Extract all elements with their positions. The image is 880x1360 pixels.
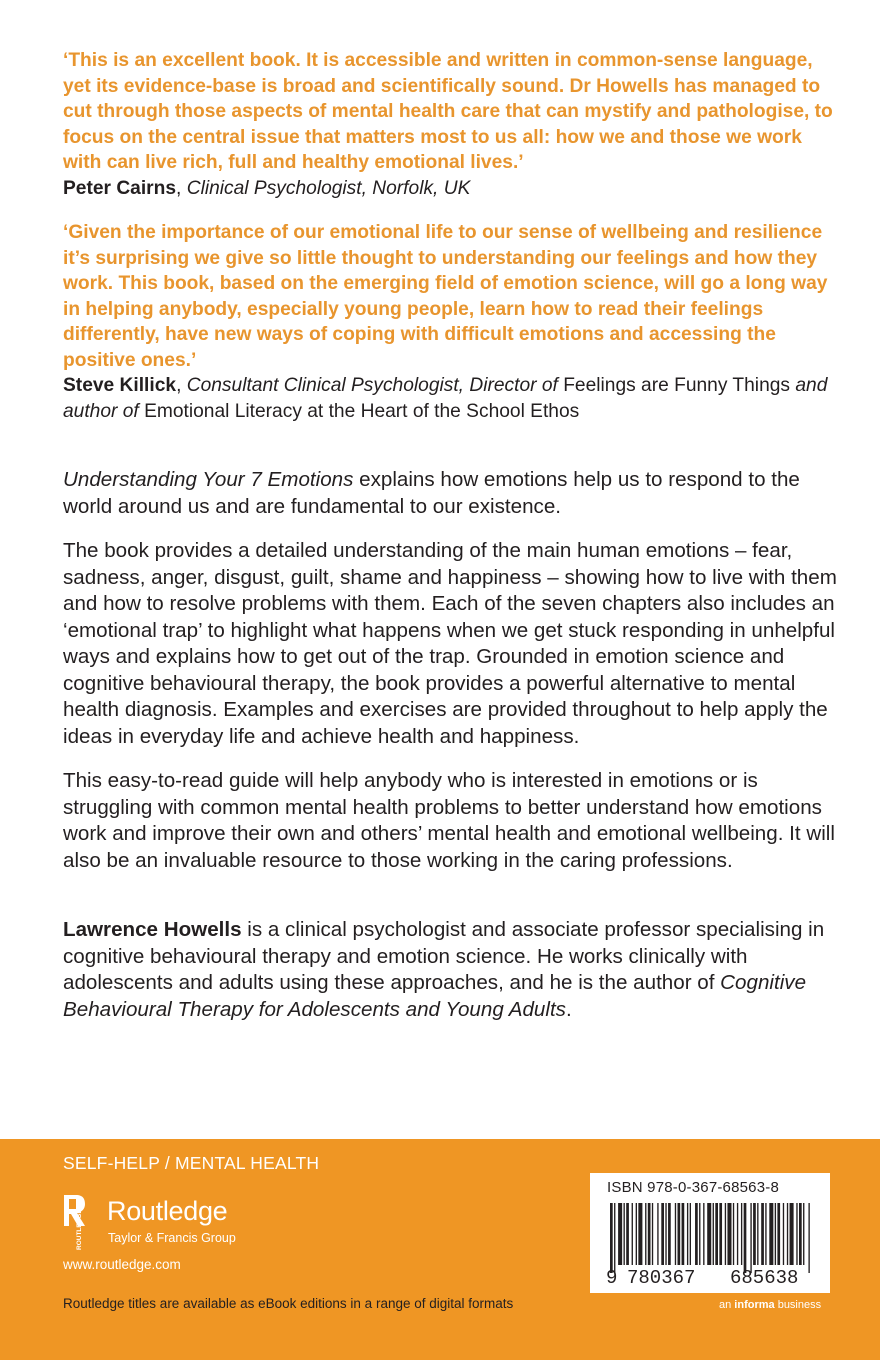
barcode-bar — [715, 1203, 718, 1265]
barcode-graphic — [590, 1173, 830, 1293]
barcode-bar — [719, 1203, 722, 1265]
description-paragraph: The book provides a detailed understanding of the main human emotions – fear, sadness, anger, disgust, guilt, shame and happiness – showing how to live with them and how to resolve problems with them. Each of the seven chapters also includes an ‘emotional trap’ to highlight what happens when we get stuck responding in unhelpful ways and explains how to get out of the trap. Grounded in emotion science and cognitive behavioural therapy, the book provides a powerful alternative to mental health diagnosis. Examples and exercises are provided throughout to help apply the ideas in everyday life and achieve health and happiness. — [63, 539, 837, 748]
publisher-group: Taylor & Francis Group — [108, 1231, 236, 1245]
endorsement-1 — [63, 48, 843, 201]
barcode-bar — [775, 1203, 776, 1265]
barcode-bar — [661, 1203, 664, 1265]
description-paragraph: This easy-to-read guide will help anybody who is interested in emotions or is struggling with common mental health problems to better understand how emotions work and improve their own and others’ mental health and emotional wellbeing. It will also be an invaluable resource to those working in the caring professions. — [63, 769, 835, 872]
endorsement-attribution: Peter Cairns, Clinical Psychologist, Norfolk, UK — [63, 177, 471, 199]
barcode-bar — [753, 1203, 756, 1265]
barcode-bar — [665, 1203, 666, 1265]
book-title: Understanding Your 7 Emotions — [63, 468, 354, 491]
informa-text: an — [719, 1299, 735, 1311]
barcode-bar — [783, 1203, 784, 1265]
barcode-bar — [614, 1203, 615, 1273]
isbn-number: ISBN 978-0-367-68563-8 — [607, 1179, 780, 1196]
barcode-bar — [769, 1203, 773, 1265]
barcode-digit: 685638 — [730, 1267, 799, 1289]
endorsement-quote: ‘This is an excellent book. It is accessible and written in common-sense language, yet its evidence-base is broad and scientifically sound. Dr Howells has managed to cut through those aspects of mental health care that can mystify and pathologise, to focus on the central issue that matters most to us all: how we and those we work with can live rich, full and healthy emotional lives.’ — [63, 50, 833, 173]
endorsement-2 — [63, 220, 843, 424]
endorser-work: Emotional Literacy at the Heart of the School Ethos — [144, 400, 580, 422]
endorser-name: Steve Killick — [63, 375, 177, 396]
informa-brand: informa — [734, 1299, 775, 1311]
barcode-bar — [790, 1203, 794, 1265]
barcode-bar — [725, 1203, 726, 1265]
barcode-bar — [626, 1203, 629, 1265]
author-bio-end: . — [565, 997, 572, 1021]
barcode-bar — [645, 1203, 646, 1265]
barcode-bar — [741, 1203, 742, 1265]
author-book-title: Cognitive Behavioural Therapy for Adolescents and Young Adults — [63, 971, 807, 1021]
author-name: Lawrence Howells — [63, 918, 242, 941]
barcode-bar — [808, 1203, 809, 1273]
barcode-bar — [750, 1203, 751, 1273]
barcode-bar — [713, 1203, 714, 1265]
barcode-bar — [744, 1203, 747, 1273]
barcode-bar — [690, 1203, 691, 1265]
endorser-work: Feelings are Funny Things — [563, 375, 791, 396]
informa-text: business — [774, 1299, 822, 1311]
barcode-bar — [761, 1203, 764, 1265]
barcode-bar — [652, 1203, 653, 1265]
barcode-bar — [648, 1203, 651, 1265]
isbn-barcode-box — [590, 1173, 830, 1293]
barcode-bar — [668, 1203, 671, 1265]
ebook-note: Routledge titles are available as eBook editions in a range of digital formats — [63, 1296, 514, 1311]
barcode-bar — [787, 1203, 788, 1265]
routledge-logo-icon — [62, 1195, 86, 1251]
description-text: explains how emotions help us to respond to the world around us and are fundamental to our existence. — [63, 468, 800, 518]
barcode-bars — [610, 1203, 810, 1273]
barcode-bar — [636, 1203, 637, 1265]
barcode-bar — [678, 1203, 681, 1265]
barcode-bar — [707, 1203, 711, 1265]
endorser-role: Clinical Psychologist, Norfolk, UK — [186, 177, 471, 199]
barcode-bar — [610, 1203, 613, 1273]
barcode-digit: 780367 — [627, 1267, 696, 1289]
barcode-bar — [803, 1203, 804, 1265]
barcode-bar — [765, 1203, 766, 1265]
barcode-bar — [682, 1203, 685, 1265]
back-cover-content — [63, 48, 843, 1023]
author-bio-text: is a clinical psychologist and associate professor specialising in cognitive behavioural therapy and emotion science. He works clinically with adolescents and adults using these approaches, and he is the author of — [63, 918, 825, 994]
endorser-role-cont: and author of — [63, 375, 828, 422]
barcode-bar — [727, 1203, 731, 1265]
publisher-band — [0, 1139, 880, 1360]
endorsement-quote: ‘Given the importance of our emotional life to our sense of wellbeing and resilience it’s surprising we give so little thought to understanding our feelings and how they work. This book, based on the emerging field of emotion science, will go a long way in helping anybody, especially young people, learn how to read their feelings differently, have new ways of coping with difficult emotions and accessing the positive ones.’ — [63, 222, 828, 371]
endorser-role: Consultant Clinical Psychologist, Director of — [186, 375, 564, 396]
endorsement-attribution: Steve Killick, Consultant Clinical Psychologist, Director of Feelings are Funny Things and author of Emotional Literacy at the Heart of the School Ethos — [63, 375, 828, 422]
endorser-name: Peter Cairns — [63, 177, 177, 199]
barcode-bar — [777, 1203, 780, 1265]
barcode-bar — [796, 1203, 797, 1265]
barcode-bar — [687, 1203, 688, 1265]
author-bio — [63, 917, 843, 1023]
barcode-bar — [657, 1203, 658, 1265]
barcode-bar — [703, 1203, 704, 1265]
barcode-bar — [675, 1203, 676, 1265]
informa-note — [719, 1299, 821, 1311]
barcode-bar — [699, 1203, 700, 1265]
barcode-bar — [757, 1203, 758, 1265]
barcode-bar — [737, 1203, 738, 1265]
barcode-bar — [638, 1203, 642, 1265]
barcode-bar — [799, 1203, 802, 1265]
publisher-name: Routledge — [107, 1196, 228, 1226]
barcode-bar — [618, 1203, 622, 1265]
barcode-bar — [695, 1203, 698, 1265]
barcode-digit: 9 — [606, 1267, 618, 1289]
description-paragraph — [63, 467, 843, 520]
category-label: SELF-HELP / MENTAL HEALTH — [63, 1153, 320, 1173]
logo-wordmark: ROUTLEDGE — [76, 1209, 83, 1250]
barcode-bar — [624, 1203, 625, 1265]
barcode-bar — [733, 1203, 734, 1265]
barcode-bar — [632, 1203, 633, 1265]
publisher-url[interactable]: www.routledge.com — [63, 1257, 181, 1272]
